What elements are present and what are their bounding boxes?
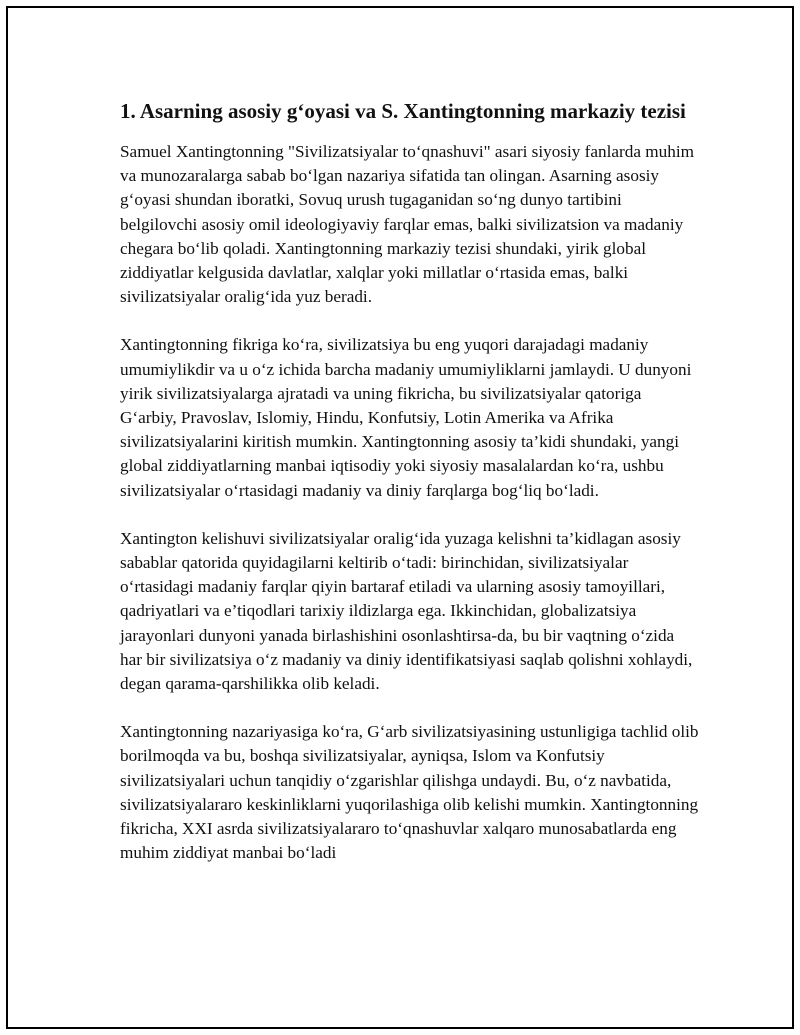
document-content: [120, 96, 700, 889]
section-heading: 1. Asarning asosiy g‘oyasi va S. Xantingtonning markaziy tezisi: [120, 99, 686, 123]
paragraph-4: Xantingtonning nazariyasiga ko‘ra, G‘arb sivilizatsiyasining ustunligiga tachlid olib borilmoqda va bu, boshqa sivilizatsiyalar, ayniqsa, Islom va Konfutsiy sivilizatsiyalari uchun tanqidiy o‘zgarishlar qilishga undaydi. Bu, o‘z navbatida, sivilizatsiyalararo keskinliklarni yuqorilashiga olib kelishi mumkin. Xantingtonning fikricha, XXI asrda sivilizatsiyalararo to‘qnashuvlar xalqaro munosabatlarda eng muhim ziddiyat manbai bo‘ladi: [120, 722, 699, 863]
paragraph-3: Xantington kelishuvi sivilizatsiyalar oralig‘ida yuzaga kelishni ta’kidlagan asosiy sabablar qatorida quyidagilarni keltirib o‘tadi: birinchidan, sivilizatsiyalar o‘rtasidagi madaniy farqlar qiyin bartaraf etiladi va ularning asosiy tamoyillari, qadriyatlari va e’tiqodlari tarixiy ildizlarga ega. Ikkinchidan, globalizatsiya jarayonlari dunyoni yanada birlashishini osonlashtirsa-da, bu bir vaqtning o‘zida har bir sivilizatsiya o‘z madaniy va diniy identifikatsiyasi saqlab qolishni xohlaydi, degan qarama-qarshilikka olib keladi.: [120, 528, 693, 694]
paragraph-1: Samuel Xantingtonning "Sivilizatsiyalar to‘qnashuvi" asari siyosiy fanlarda muhim va munozaralarga sabab bo‘lgan nazariya sifatida tan olingan. Asarning asosiy g‘oyasi shundan iboratki, Sovuq urush tugaganidan so‘ng dunyo tartibini belgilovchi asosiy omil ideologiyaviy farqlar emas, balki sivilizatsion va madaniy chegara bo‘lib qoladi. Xantingtonning markaziy tezisi shundaki, yirik global ziddiyatlar kelgusida davlatlar, xalqlar yoki millatlar o‘rtasida emas, balki sivilizatsiyalar oralig‘ida yuz beradi.: [120, 142, 694, 307]
paragraph-2: Xantingtonning fikriga ko‘ra, sivilizatsiya bu eng yuqori darajadagi madaniy umumiylikdir va u o‘z ichida barcha madaniy umumiyliklarni jamlaydi. U dunyoni yirik sivilizatsiyalarga ajratadi va uning fikricha, bu sivilizatsiyalar qatoriga G‘arbiy, Pravoslav, Islomiy, Hindu, Konfutsiy, Lotin Amerika va Afrika sivilizatsiyalarini kiritish mumkin. Xantingtonning asosiy ta’kidi shundaki, yangi global ziddiyatlarning manbai iqtisodiy yoki siyosiy masalalardan ko‘ra, ushbu sivilizatsiyalar o‘rtasidagi madaniy va diniy farqlarga bog‘liq bo‘ladi.: [120, 335, 692, 500]
page-frame: [6, 6, 794, 1029]
